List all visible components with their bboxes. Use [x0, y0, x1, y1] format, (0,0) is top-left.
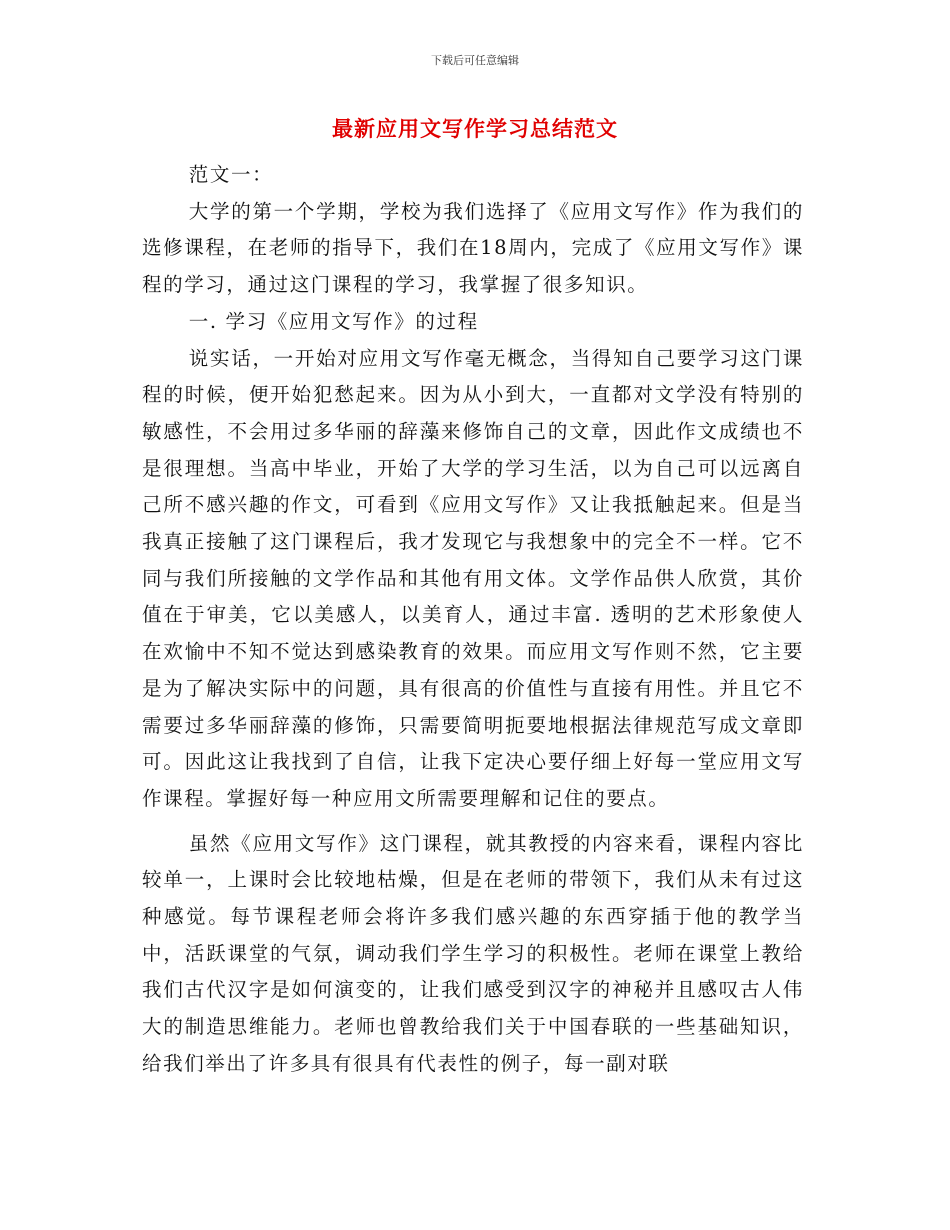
- document-body: [142, 157, 804, 1083]
- paragraph: 大学的第一个学期，学校为我们选择了《应用文写作》作为我们的选修课程，在老师的指导下，我们在18周内，完成了《应用文写作》课程的学习，通过这门课程的学习，我掌握了很多知识。: [142, 199, 804, 297]
- paragraph: 说实话，一开始对应用文写作毫无概念，当得知自己要学习这门课程的时候，便开始犯愁起来。因为从小到大，一直都对文学没有特别的敏感性，不会用过多华丽的辞藻来修饰自己的文章，因此作文成绩也不是很理想。当高中毕业，开始了大学的学习生活，以为自己可以远离自己所不感兴趣的作文，可看到《应用文写作》又让我抵触起来。但是当我真正接触了这门课程后，我才发现它与我想象中的完全不一样。它不同与我们所接触的文学作品和其他有用文体。文学作品供人欣赏，其价值在于审美，它以美感人，以美育人，通过丰富. 透明的艺术形象使人在欢愉中不知不觉达到感染教育的效果。而应用文写作则不然，它主要是为了解决实际中的问题，具有很高的价值性与直接有用性。并且它不需要过多华丽辞藻的修饰，只需要简明扼要地根据法律规范写成文章即可。因此这让我找到了自信，让我下定决心要仔细上好每一堂应用文写作课程。掌握好每一种应用文所需要理解和记住的要点。: [142, 346, 804, 810]
- section-heading: 一. 学习《应用文写作》的过程: [188, 309, 479, 333]
- section-label: 范文一：: [188, 163, 274, 186]
- header-note: 下载后可任意编辑: [431, 54, 519, 67]
- document-title: 最新应用文写作学习总结范文: [332, 117, 618, 141]
- paragraph: 虽然《应用文写作》这门课程，就其教授的内容来看，课程内容比较单一，上课时会比较地枯燥，但是在老师的带领下，我们从未有过这种感觉。每节课程老师会将许多我们感兴趣的东西穿插于他的教学当中，活跃课堂的气氛，调动我们学生学习的积极性。老师在课堂上教给我们古代汉字是如何演变的，让我们感受到汉字的神秘并且感叹古人伟大的制造思维能力。老师也曾教给我们关于中国春联的一些基础知识，给我们举出了许多具有很具有代表性的例子，每一副对联: [142, 831, 804, 1075]
